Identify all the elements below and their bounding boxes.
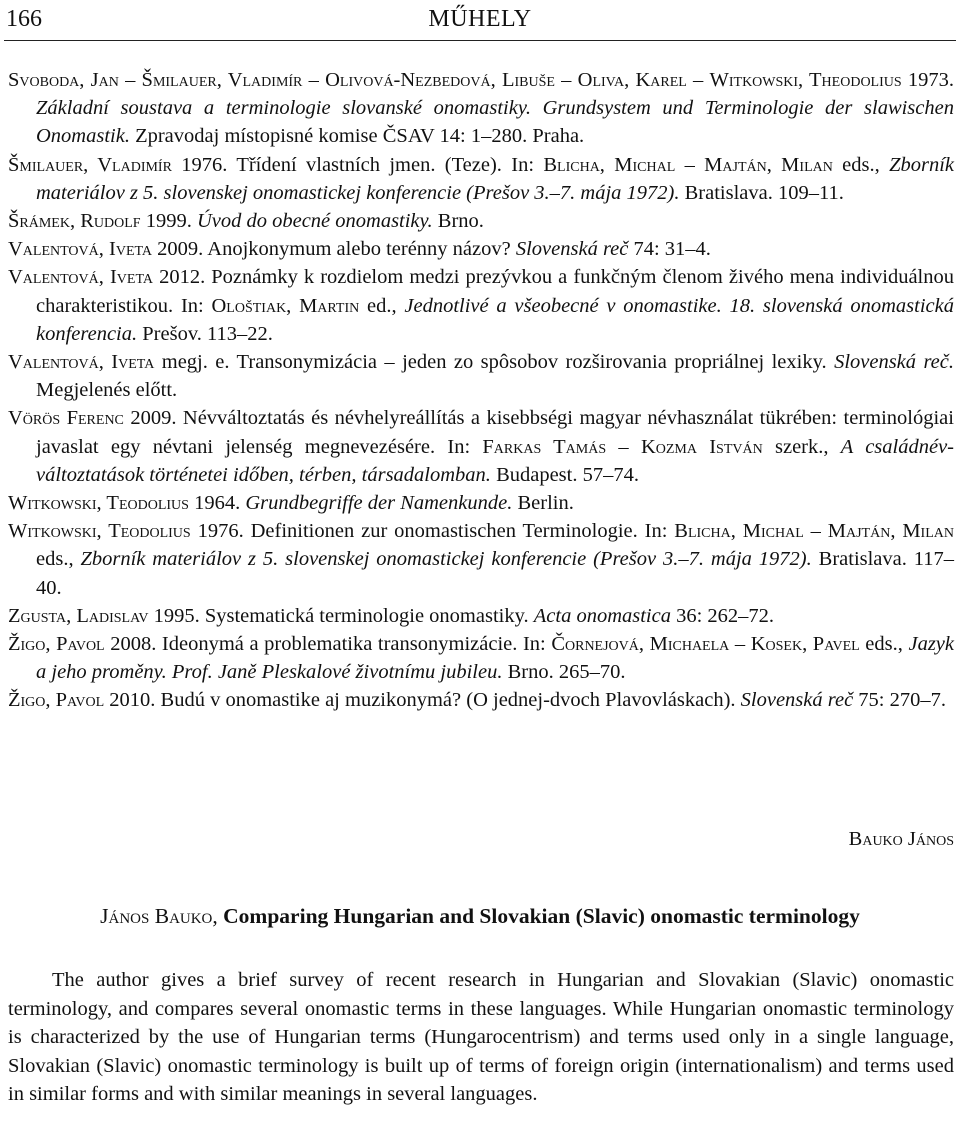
reference-text: 2012. Poznámky k rozdielom medzi prezývkou a funkčným členom živého mena individuálnou charakteristikou. In: bbox=[36, 266, 955, 317]
reference-entry bbox=[8, 630, 954, 686]
reference-text: 1976. Třídení vlastních jmen. (Teze). In: bbox=[171, 153, 544, 176]
reference-text: Brno. bbox=[432, 210, 484, 233]
reference-author: Svoboda, Jan bbox=[8, 69, 119, 91]
abstract-body: The author gives a brief survey of recent research in Hungarian and Slovakian (Slavic) onomastic terminology, and compares several onomastic terms in these languages. While Hungarian onomastic terminology is characterized by the use of Hungarian terms (Hungarocentrism) and terms used only in a single language, Slovakian (Slavic) onomastic terminology is built up of terms of foreign origin (internationalism) and terms used in similar forms and with similar meanings in several languages. bbox=[8, 969, 954, 1105]
reference-text: 1995. Systematická terminologie onomastiky. bbox=[148, 604, 534, 627]
reference-author: Witkowski, Teodolius bbox=[8, 492, 189, 515]
reference-author: Šmilauer, Vladimír bbox=[141, 69, 303, 91]
reference-author: Zgusta, Ladislav bbox=[8, 604, 149, 627]
reference-author: Ološtiak, Martin bbox=[211, 294, 360, 317]
reference-text: – bbox=[729, 633, 751, 656]
reference-text: ed., bbox=[359, 294, 405, 317]
reference-entry bbox=[8, 263, 954, 348]
reference-text: 1999. bbox=[140, 210, 197, 233]
reference-title: A családnév-változtatások történetei időben, térben, társadalomban. bbox=[36, 435, 954, 486]
reference-author: Oliva, Karel bbox=[577, 69, 687, 91]
reference-text: Berlin. bbox=[512, 492, 574, 515]
reference-entry bbox=[8, 151, 954, 207]
reference-text: 1964. bbox=[188, 492, 246, 515]
reference-title: Slovenská reč bbox=[740, 689, 854, 712]
page-header bbox=[4, 2, 956, 41]
reference-text: 74: 31–4. bbox=[628, 238, 711, 261]
reference-text: 2009. Névváltoztatás és névhelyreállítás a kisebbségi magyar névhasználat tükrében: terminológiai javaslat egy névtani jelenség megnevezésére. In: bbox=[36, 407, 954, 458]
reference-text: – bbox=[302, 69, 326, 91]
reference-text: – bbox=[606, 435, 641, 458]
page-number: 166 bbox=[6, 6, 42, 32]
abstract-heading bbox=[10, 904, 950, 929]
reference-author: Šmilauer, Vladimír bbox=[8, 153, 172, 176]
reference-author: Farkas Tamás bbox=[482, 435, 607, 458]
reference-text: 1976. Definitionen zur onomastischen Terminologie. In: bbox=[190, 520, 675, 543]
reference-author: Kozma István bbox=[640, 435, 763, 458]
reference-text: Megjelenés előtt. bbox=[36, 379, 178, 402]
reference-entry bbox=[8, 348, 954, 404]
reference-title: Grundbegriffe der Namenkunde. bbox=[245, 492, 513, 515]
reference-text: megj. e. Transonymizácia – jeden zo spôsobov rozširovania propriálnej lexiky. bbox=[154, 351, 835, 374]
author-signature: Bauko János bbox=[848, 828, 954, 850]
reference-text: – bbox=[686, 69, 710, 91]
running-title: MŰHELY bbox=[428, 6, 532, 32]
reference-entry bbox=[8, 602, 954, 630]
reference-author: Valentová, Iveta bbox=[8, 266, 153, 289]
reference-text: – bbox=[675, 153, 705, 176]
reference-entry bbox=[8, 686, 954, 714]
reference-author: Witkowski, Teodolius bbox=[8, 520, 191, 543]
reference-text: 2010. Budú v onomastike aj muzikonymá? (O jednej-dvoch Plavovláskach). bbox=[104, 689, 741, 712]
reference-title: Jednotlivé a všeobecné v onomastike. 18. slovenská onomastická konferencia. bbox=[36, 294, 954, 345]
reference-author: Olivová-Nezbedová, Libuše bbox=[325, 69, 555, 91]
reference-text: – bbox=[118, 69, 142, 91]
reference-text: eds., bbox=[859, 633, 909, 656]
reference-title: Zborník materiálov z 5. slovenskej onomastickej konferencie (Prešov 3.–7. mája 1972). bbox=[36, 153, 955, 204]
reference-entry bbox=[8, 66, 954, 151]
reference-text: Bratislava. 109–11. bbox=[679, 181, 844, 204]
reference-text: eds., bbox=[832, 153, 890, 176]
reference-text: – bbox=[803, 520, 828, 543]
reference-author: Blicha, Michal bbox=[674, 520, 804, 543]
reference-author: Čornejová, Michaela bbox=[551, 633, 730, 656]
reference-title: Slovenská reč. bbox=[834, 351, 954, 374]
abstract-title: Comparing Hungarian and Slovakian (Slavic) onomastic terminology bbox=[223, 904, 860, 928]
reference-entry bbox=[8, 517, 954, 602]
reference-entry bbox=[8, 404, 954, 489]
reference-author: Šrámek, Rudolf bbox=[8, 210, 141, 233]
reference-text: szerk., bbox=[762, 435, 841, 458]
reference-author: Majtán, Milan bbox=[704, 153, 833, 176]
reference-author: Blicha, Michal bbox=[543, 153, 676, 176]
reference-author: Vörös Ferenc bbox=[8, 407, 124, 430]
reference-author: Žigo, Pavol bbox=[8, 633, 105, 656]
reference-author: Majtán, Milan bbox=[827, 520, 954, 543]
reference-entry bbox=[8, 489, 954, 517]
reference-author: Valentová, Iveta bbox=[8, 351, 155, 374]
reference-text: Budapest. 57–74. bbox=[490, 463, 639, 486]
reference-text: 75: 270–7. bbox=[853, 689, 946, 712]
reference-title: Základní soustava a terminologie slovanské onomastiky. Grundsystem und Terminologie der slawischen Onomastik. bbox=[36, 97, 954, 148]
reference-text: 2008. Ideonymá a problematika transonymizácie. In: bbox=[104, 633, 552, 656]
reference-list bbox=[8, 66, 954, 715]
reference-text: 36: 262–72. bbox=[670, 604, 775, 627]
reference-entry bbox=[8, 207, 954, 235]
reference-title: Úvod do obecné onomastiky. bbox=[196, 210, 433, 233]
reference-author: Valentová, Iveta bbox=[8, 238, 153, 261]
reference-title: Acta onomastica bbox=[533, 604, 671, 627]
reference-text: – bbox=[554, 69, 578, 91]
reference-text: eds., bbox=[36, 548, 81, 571]
reference-title: Slovenská reč bbox=[515, 238, 629, 261]
reference-text: Zpravodaj místopisné komise ČSAV 14: 1–280. Praha. bbox=[129, 125, 585, 148]
reference-title: Zborník materiálov z 5. slovenskej onomastickej konferencie (Prešov 3.–7. mája 1972). bbox=[80, 548, 812, 571]
reference-text: 2009. Anojkonymum alebo terénny názov? bbox=[152, 238, 516, 261]
reference-author: Witkowski, Theodolius bbox=[709, 69, 902, 91]
reference-author: Kosek, Pavel bbox=[750, 633, 860, 656]
reference-entry bbox=[8, 235, 954, 263]
reference-text: Bratislava. 117–40. bbox=[36, 548, 955, 599]
reference-text: Brno. 265–70. bbox=[502, 661, 626, 684]
reference-text: Prešov. 113–22. bbox=[137, 322, 273, 345]
reference-title: Jazyk a jeho proměny. Prof. Janě Pleskalové životnímu jubileu. bbox=[36, 633, 955, 684]
abstract-author: János Bauko, bbox=[100, 904, 224, 928]
reference-author: Žigo, Pavol bbox=[8, 689, 105, 712]
reference-text: 1973. bbox=[901, 69, 955, 91]
